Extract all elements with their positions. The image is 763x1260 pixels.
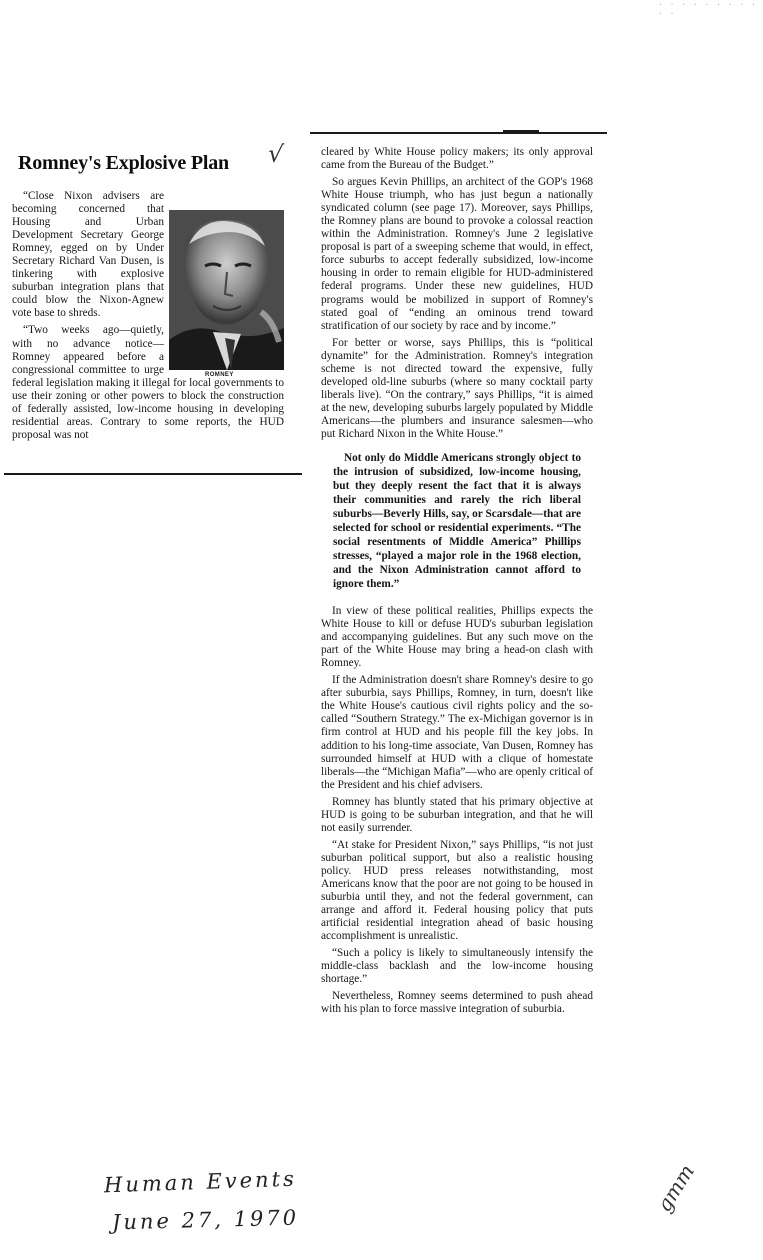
handwritten-date: June 27, 1970 [111,1205,300,1235]
top-rule-right [310,132,607,134]
right-paragraph-9: Nevertheless, Romney seems determined to push ahead with his plan to force massive integration of suburbia. [321,990,593,1016]
top-rule-accent [503,130,539,132]
right-paragraph-2: So argues Kevin Phillips, an architect of the GOP's 1968 White House triumph, who has just begun a nationally syndicated column (see page 17). Moreover, says Phillips, the Romney plans are bound to provoke a colossal reaction within the Administration. Romney's June 2 legislative proposal is part of a sweeping scheme that would, in effect, force suburbs to accept federally subsidized, low-income housing in order to remain eligible for HUD-administered federal programs. Under these new guidelines, HUD programs would be mobilized in support of Romney's stated goal of “ending an ominous trend toward stratification of our society by race and by income.” [321,176,593,332]
photo-caption: ROMNEY [205,371,234,378]
right-paragraph-3: For better or worse, says Phillips, this is “political dynamite” for the Administration. Romney's integration scheme is not directed toward the expensive, fully developed old-line suburbs (where so many cocktail party liberals live). “On the contrary,” says Phillips, “it is aimed at the new, developing suburbs largely populated by Middle Americans—the plumbers and insurance salesmen—who put Richard Nixon in the White House.” [321,336,593,440]
pull-quote-text: Not only do Middle Americans strongly object to the intrusion of subsidized, low-income housing, but they deeply resent the fact that it is always their communities and rarely the rich liberal suburbs—Beverly Hills, say, or Scarsdale—that are selected for school or residential experiments. “The social resentments of Middle America” Phillips stresses, “played a major role in the 1968 election, and the Nixon Administration cannot afford to ignore them.” [333,452,581,591]
left-column [12,190,284,446]
right-paragraph-6: Romney has bluntly stated that his primary objective at HUD is going to be suburban integration, and that he will not easily surrender. [321,795,593,834]
right-paragraph-4: In view of these political realities, Phillips expects the White House to kill or defuse HUD's suburban legislation and accompanying guidelines. But any such move on the part of the White House may bring a head-on clash with Romney. [321,605,593,670]
romney-photo [169,210,284,378]
portrait-image [169,210,284,370]
bottom-rule-left [4,473,302,475]
handwritten-source: Human Events [103,1166,298,1198]
check-mark-annotation: √ [266,139,285,169]
headline: Romney's Explosive Plan [18,152,229,174]
right-paragraph-7: “At stake for President Nixon,” says Phillips, “is not just suburban political support, but also a realistic housing policy. HUD press releases notwithstanding, most Americans know that the poor are not going to be housed in suburbia until they, and not the federal government, can arrange and afford it. Federal housing policy that puts artificial residential integration ahead of basic housing accomplishment is unrealistic. [321,838,593,943]
scan-artifact-dots: · · · · · · · · · · · [658,0,757,18]
left-paragraph-1: “Close Nixon advisers are becoming concerned that Housing and Urban Development Secretary George Romney, egged on by Under Secretary Richard Van Dusen, is tinkering with explosive suburban integration plans that could blow the Nixon-Agnew vote base to shreds. [12,190,164,320]
pull-quote [321,445,593,605]
right-paragraph-1: cleared by White House policy makers; its only approval came from the Bureau of the Budget.” [321,146,593,172]
left-paragraph-2: “Two weeks ago—quietly, with no advance notice—Romney appeared before a congressional committee to urge federal legislation making it illegal for local governments to use their zoning or other powers to block the construction of federally assisted, low-income housing in developing residential areas. Contrary to some reports, the HUD proposal was not [12,324,284,441]
right-paragraph-5: If the Administration doesn't share Romney's desire to go after suburbia, says Phillips, Romney, in turn, doesn't like the White House's cautious civil rights policy and the so-called “Southern Strategy.” The ex-Michigan governor is in firm control at HUD and his people fill the key jobs. In addition to his long-time associate, Van Dusen, Romney has surrounded himself at HUD with a clique of homestate liberals—the “Michigan Mafia”—who are openly critical of the President and his chief advisers. [321,674,593,791]
right-column [321,146,593,1020]
handwritten-initials: gmm [651,1160,699,1216]
right-paragraph-8: “Such a policy is likely to simultaneously intensify the middle-class backlash and the low-income housing shortage.” [321,947,593,986]
